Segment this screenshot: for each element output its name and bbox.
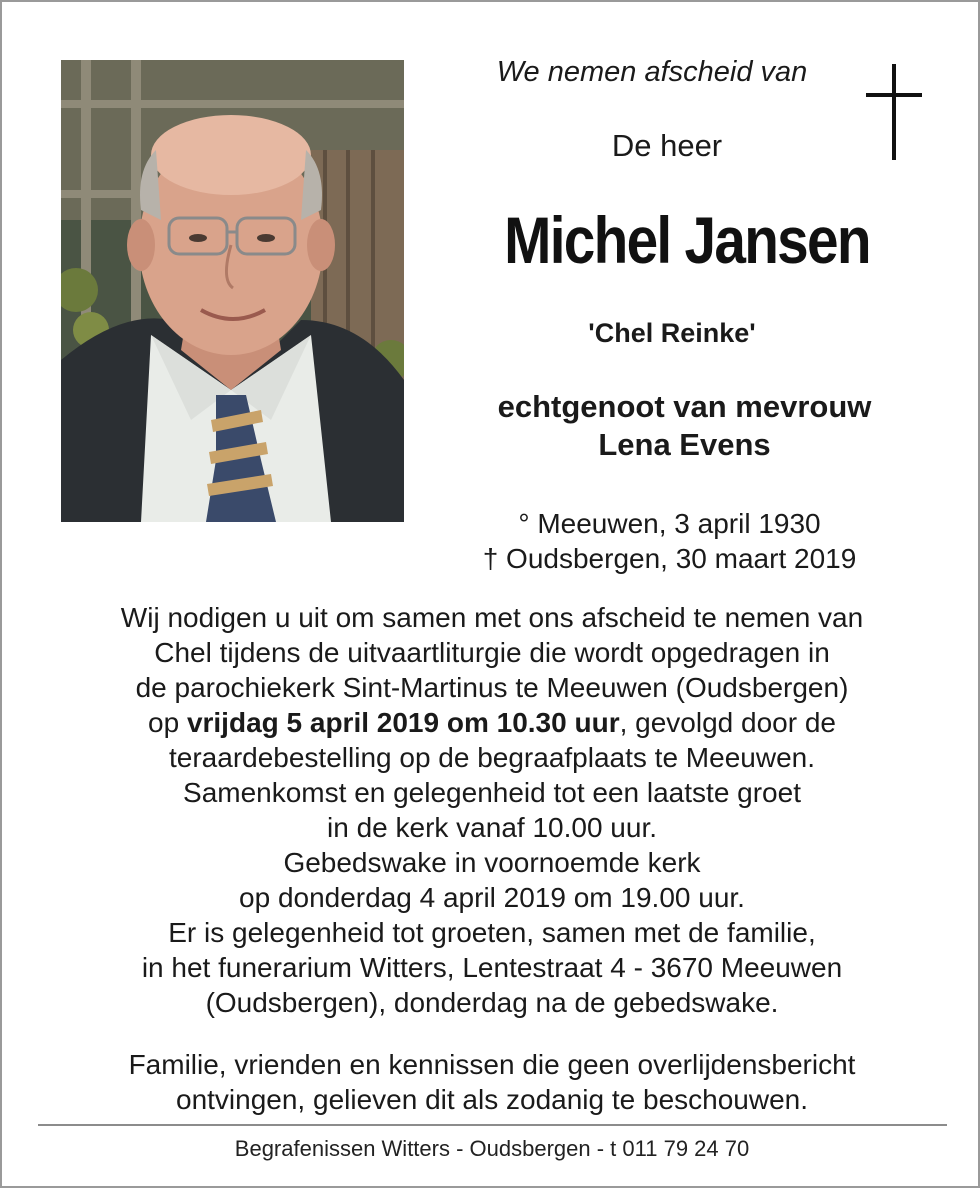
invitation-line: (Oudsbergen), donderdag na de gebedswake. (205, 987, 779, 1018)
spouse-info (442, 388, 927, 464)
footer-divider (38, 1124, 947, 1126)
invitation-line: Samenkomst en gelegenheid tot een laatste groet (183, 777, 801, 808)
invitation-line: Er is gelegenheid tot groeten, samen met de familie, (168, 917, 816, 948)
deceased-name: Michel Jansen (504, 203, 870, 277)
invitation-line: in de kerk vanaf 10.00 uur. (327, 812, 657, 843)
invitation-fragment: op (148, 707, 187, 738)
salutation: De heer (611, 128, 723, 163)
closing-line: Familie, vrienden en kennissen die geen overlijdensbericht (128, 1049, 856, 1080)
spouse-line-1: echtgenoot van mevrouw (497, 389, 872, 424)
invitation-line: de parochiekerk Sint-Martinus te Meeuwen (Oudsbergen) (135, 672, 849, 703)
funeral-home-footer: Begrafenissen Witters - Oudsbergen - t 011 79 24 70 (234, 1136, 750, 1161)
spouse-line-2: Lena Evens (598, 427, 771, 462)
portrait-illustration (61, 60, 404, 522)
invitation-text (42, 600, 942, 1020)
portrait-photo (61, 60, 404, 522)
invitation-fragment: , gevolgd door de (619, 707, 836, 738)
funeral-date-time: vrijdag 5 april 2019 om 10.30 uur (186, 707, 620, 738)
invitation-line: Chel tijdens de uitvaartliturgie die wordt opgedragen in (154, 637, 830, 668)
invitation-line-funeral-date (42, 705, 942, 740)
death-date: † Oudsbergen, 30 maart 2019 (482, 543, 857, 574)
birth-date: ° Meeuwen, 3 april 1930 (518, 508, 821, 539)
nickname: 'Chel Reinke' (588, 318, 756, 348)
invitation-line: op donderdag 4 april 2019 om 19.00 uur. (239, 882, 745, 913)
closing-text (42, 1047, 942, 1117)
invitation-line: Gebedswake in voornoemde kerk (283, 847, 701, 878)
invitation-line: Wij nodigen u uit om samen met ons afscheid te nemen van (120, 602, 864, 633)
life-dates (442, 506, 897, 576)
invitation-line: teraardebestelling op de begraafplaats te Meeuwen. (169, 742, 815, 773)
invitation-line: in het funerarium Witters, Lentestraat 4 - 3670 Meeuwen (141, 952, 843, 983)
intro-text: We nemen afscheid van (496, 56, 808, 88)
closing-line: ontvingen, gelieven dit als zodanig te beschouwen. (176, 1084, 808, 1115)
